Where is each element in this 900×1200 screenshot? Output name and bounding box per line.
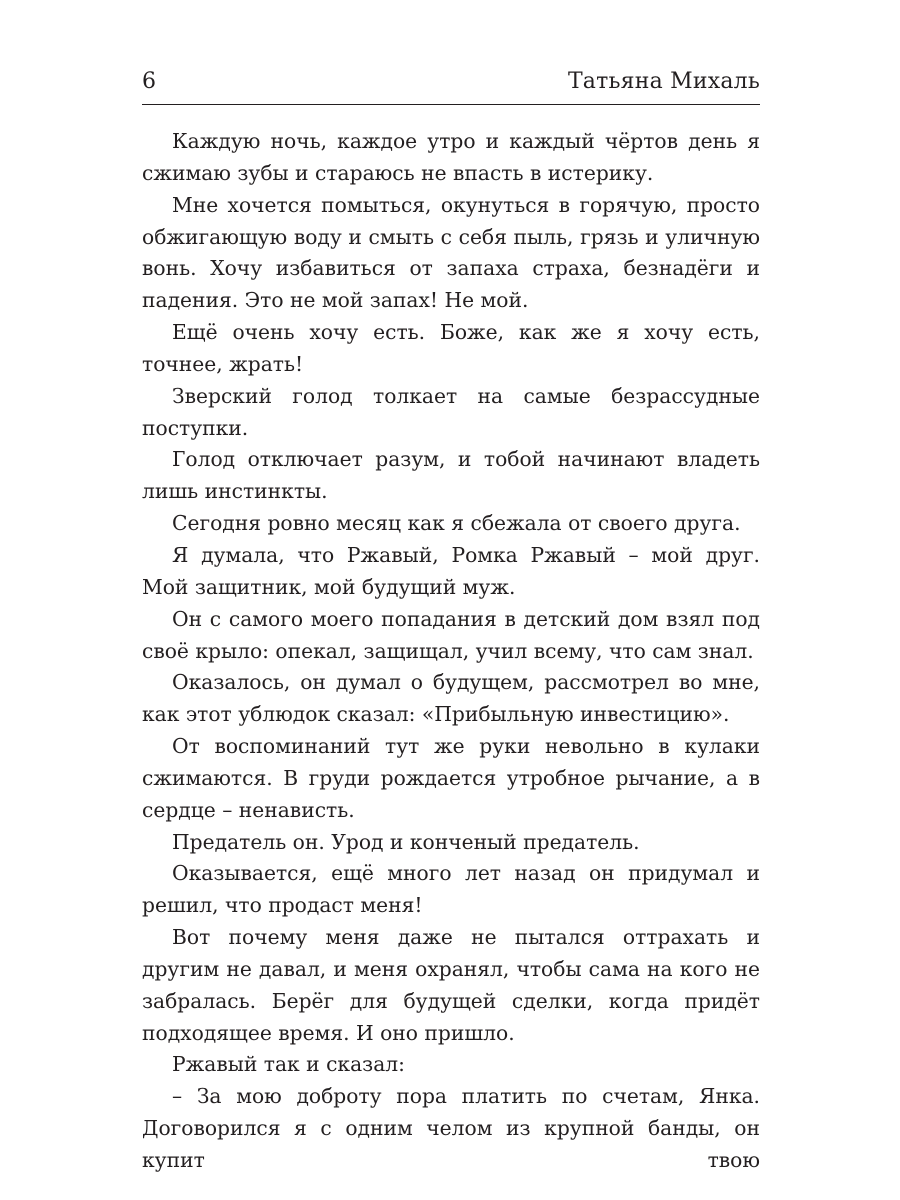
paragraph: Ещё очень хочу есть. Боже, как же я хочу есть, точнее, жрать! [142, 320, 760, 376]
paragraph: Сегодня ровно месяц как я сбежала от своего друга. [172, 511, 741, 536]
header-divider [142, 104, 760, 105]
paragraph: Зверский голод толкает на самые безрассудные поступки. [142, 383, 760, 440]
paragraph: Оказалось, он думал о будущем, рассмотрел во мне, как этот ублюдок сказал: «Прибыльную инвестицию». [142, 670, 760, 727]
paragraph: Вот почему меня даже не пытался оттрахать и другим не давал, и меня охранял, чтобы сама на кого не забралась. Берёг для будущей сделки, когда придёт подходящее время. И оно пришло. [142, 925, 760, 1045]
running-head [142, 68, 760, 100]
paragraph: – За мою доброту пора платить по счетам, Янка. Договорился я с одним челом из крупной банды, он купит твою [142, 1084, 760, 1172]
paragraph: Ржавый так и сказал: [172, 1052, 405, 1077]
paragraph: Я думала, что Ржавый, Ромка Ржавый – мой друг. Мой защитник, мой будущий муж. [142, 542, 760, 599]
paragraph: Предатель он. Урод и конченый предатель. [172, 829, 640, 854]
paragraph: Он с самого моего попадания в детский дом взял под своё крыло: опекал, защищал, учил всему, что сам знал. [142, 606, 760, 663]
paragraph: Голод отключает разум, и тобой начинают владеть лишь инстинкты. [142, 447, 760, 504]
paragraph: Оказывается, ещё много лет назад он придумал и решил, что продаст меня! [142, 861, 760, 918]
paragraph: Мне хочется помыться, окунуться в горячую, просто обжигающую воду и смыть с себя пыль, грязь и уличную вонь. Хочу избавиться от запаха страха, безнадёги и падения. Это не мой запах! Не мой. [142, 192, 760, 313]
page-number: 6 [142, 69, 156, 94]
paragraph: Каждую ночь, каждое утро и каждый чёртов день я сжимаю зубы и стараюсь не впасть в истерику. [142, 129, 760, 185]
paragraph: От воспоминаний тут же руки невольно в кулаки сжимаются. В груди рождается утробное рычание, а в сердце – ненависть. [142, 734, 760, 822]
body-text [142, 126, 760, 1177]
author-name: Татьяна Михаль [567, 69, 760, 94]
